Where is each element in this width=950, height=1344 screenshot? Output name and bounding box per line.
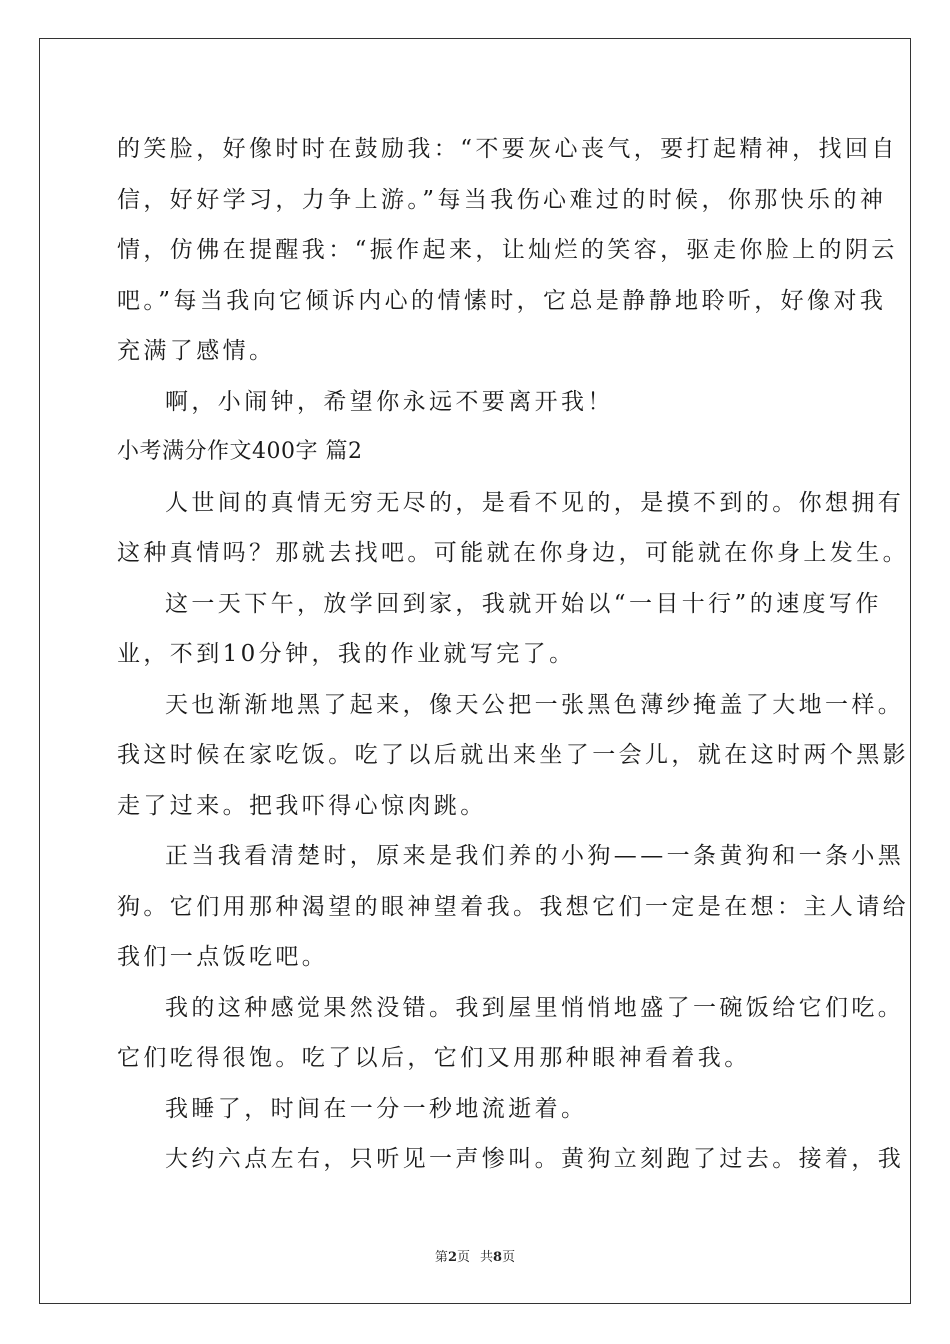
text-line: 走了过来。把我吓得心惊肉跳。 (117, 792, 487, 819)
text-line: 它们吃得很饱。吃了以后，它们又用那种眼神看着我。 (117, 1045, 751, 1071)
text-line: 的笑脸，好像时时在鼓励我：“不要灰心丧气，要打起精神，找回自 (117, 136, 898, 162)
text-line: 这一天下午，放学回到家，我就开始以“一目十行”的速度写作 (165, 590, 882, 617)
text-line: 我这时候在家吃饭。吃了以后就出来坐了一会儿，就在这时两个黑影 (117, 742, 909, 768)
text-line: 吧。”每当我向它倾诉内心的情愫时，它总是静静地聆听，好像对我 (117, 287, 887, 314)
text-line: 情，仿佛在提醒我：“振作起来，让灿烂的笑容，驱走你脸上的阴云 (117, 237, 898, 263)
text-line: 这种真情吗？那就去找吧。可能就在你身边，可能就在你身上发生。 (117, 540, 909, 566)
document-body (117, 124, 909, 1185)
text-line: 我们一点饭吃吧。 (117, 944, 329, 970)
total-suffix: 页 (502, 1250, 516, 1265)
text-line: 信，好好学习，力争上游。”每当我伤心难过的时候，你那快乐的神 (117, 186, 887, 213)
text-line: 我睡了，时间在一分一秒地流逝着。 (165, 1095, 588, 1122)
text-line: 天也渐渐地黑了起来，像天公把一张黑色薄纱掩盖了大地一样。 (165, 691, 905, 718)
page-footer (0, 1246, 950, 1265)
text-line: 狗。它们用那种渴望的眼神望着我。我想它们一定是在想：主人请给 (117, 893, 909, 920)
total-page-number: 8 (493, 1250, 503, 1265)
page-suffix: 页 (456, 1250, 470, 1265)
text-line: 充满了感情。 (117, 338, 276, 364)
text-line: 大约六点左右，只听见一声惨叫。黄狗立刻跑了过去。接着，我 (165, 1146, 905, 1172)
section-heading: 小考满分作文400字 篇2 (117, 439, 363, 464)
text-line: 我的这种感觉果然没错。我到屋里悄悄地盛了一碗饭给它们吃。 (165, 994, 905, 1021)
total-prefix: 共 (480, 1250, 494, 1265)
current-page-number: 2 (447, 1250, 457, 1265)
text-line: 人世间的真情无穷无尽的，是看不见的，是摸不到的。你想拥有 (165, 489, 905, 516)
text-line: 业，不到10分钟，我的作业就写完了。 (117, 641, 576, 667)
page-prefix: 第 (434, 1250, 448, 1265)
text-line: 正当我看清楚时，原来是我们养的小狗——一条黄狗和一条小黑 (165, 843, 905, 869)
text-line: 啊，小闹钟，希望你永远不要离开我！ (165, 388, 614, 415)
